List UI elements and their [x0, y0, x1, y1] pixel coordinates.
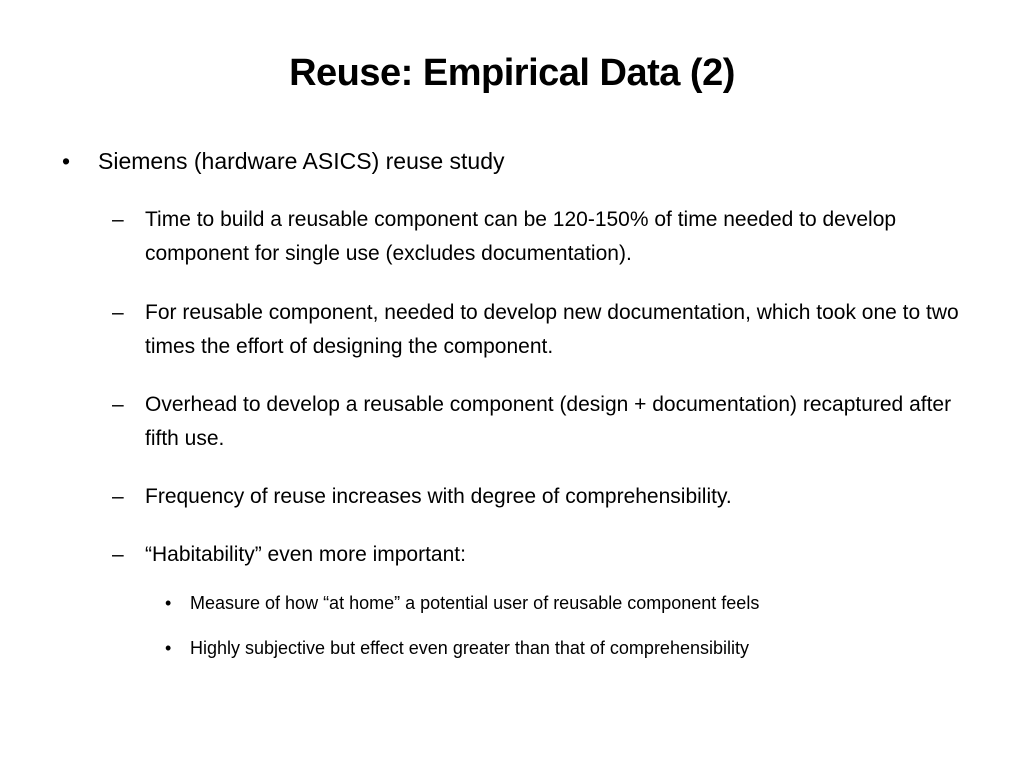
- bullet-siemens-study: [62, 145, 505, 177]
- dash-marker: –: [112, 301, 124, 324]
- bullet-marker: •: [62, 148, 71, 174]
- sub-bullet-text: Frequency of reuse increases with degree of comprehensibility.: [145, 485, 732, 508]
- sub-sub-bullet-subjective: [165, 635, 990, 661]
- slide-title: Reuse: Empirical Data (2): [289, 52, 735, 94]
- bullet-marker: •: [165, 593, 172, 613]
- sub-sub-bullet-text: Measure of how “at home” a potential user of reusable component feels: [190, 593, 760, 613]
- dash-marker: –: [112, 543, 124, 566]
- bullet-text: Siemens (hardware ASICS) reuse study: [98, 148, 505, 174]
- sub-bullet-build-time: [112, 203, 975, 271]
- sub-bullet-overhead: [112, 388, 975, 456]
- dash-marker: –: [112, 208, 124, 231]
- sub-bullet-text: For reusable component, needed to develop new documentation, which took one to two times the effort of designing the component.: [145, 301, 959, 358]
- sub-bullet-frequency: [112, 480, 975, 514]
- dash-marker: –: [112, 393, 124, 416]
- sub-bullet-text: Time to build a reusable component can be 120-150% of time needed to develop component for single use (excludes documentation).: [145, 208, 897, 265]
- sub-sub-bullet-text: Highly subjective but effect even greater than that of comprehensibility: [190, 638, 749, 658]
- sub-bullet-habitability: [112, 538, 975, 572]
- bullet-marker: •: [165, 638, 172, 658]
- sub-bullet-documentation: [112, 296, 975, 364]
- sub-bullet-text: Overhead to develop a reusable component (design + documentation) recaptured after fifth use.: [145, 393, 952, 450]
- dash-marker: –: [112, 485, 124, 508]
- sub-bullet-text: “Habitability” even more important:: [145, 543, 466, 566]
- sub-sub-bullet-measure: [165, 590, 990, 616]
